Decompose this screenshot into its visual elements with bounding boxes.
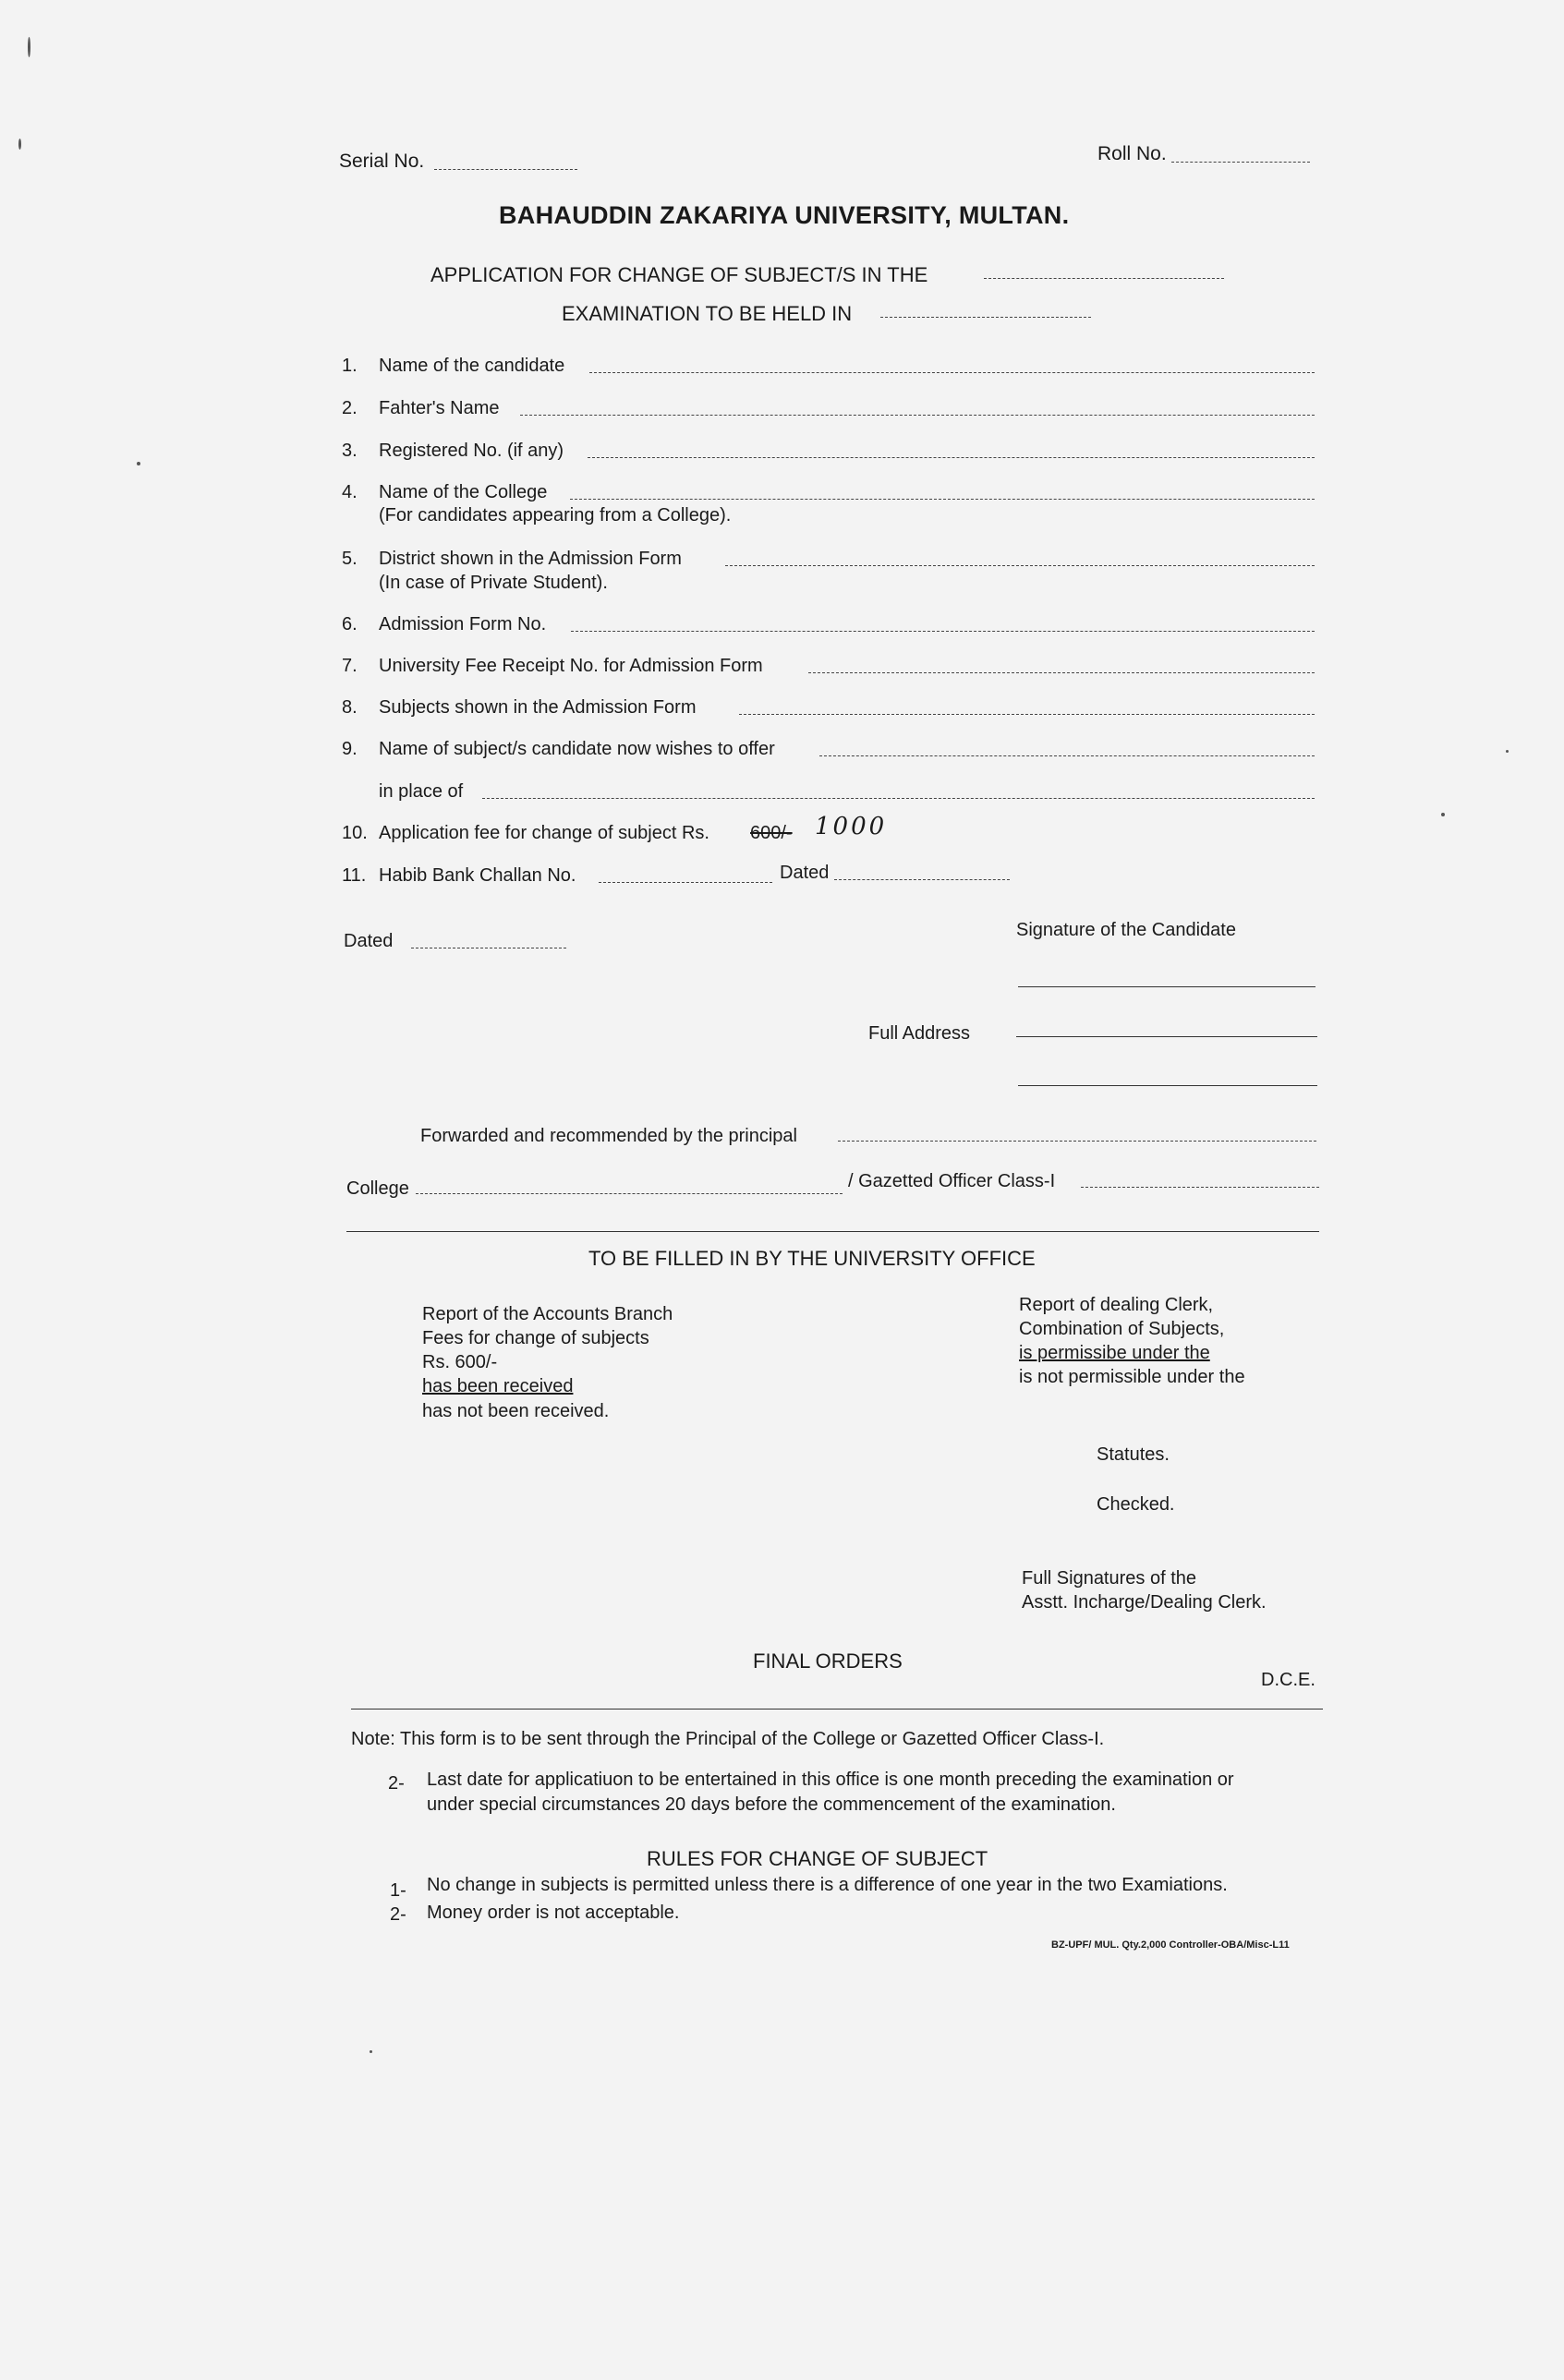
full-address-label: Full Address xyxy=(868,1023,971,1044)
application-fee-old-amount: 600/- xyxy=(750,823,793,843)
exam-session-field[interactable] xyxy=(880,317,1091,318)
gazetted-officer-label: / Gazetted Officer Class-I xyxy=(848,1171,1056,1191)
office-heading: TO BE FILLED IN BY THE UNIVERSITY OFFICE xyxy=(588,1247,1036,1270)
scan-mark xyxy=(1441,813,1445,816)
full-signatures-line1: Full Signatures of the xyxy=(1022,1568,1196,1589)
registered-no-label: Registered No. (if any) xyxy=(379,441,564,461)
forwarded-label: Forwarded and recommended by the principal xyxy=(420,1126,797,1146)
admission-form-no-label: Admission Form No. xyxy=(379,614,547,634)
district-label: District shown in the Admission Form xyxy=(379,549,682,569)
father-name-field[interactable] xyxy=(520,415,1315,416)
full-signatures-line2: Asstt. Incharge/Dealing Clerk. xyxy=(1022,1592,1267,1613)
field-number: 7. xyxy=(342,656,358,676)
roll-no-field[interactable] xyxy=(1171,162,1310,163)
field-number: 1. xyxy=(342,356,358,376)
dated-label: Dated xyxy=(344,931,394,951)
accounts-received: has been received xyxy=(422,1376,574,1396)
field-number: 2. xyxy=(342,398,358,418)
field-number: 6. xyxy=(342,614,358,634)
application-fee-label: Application fee for change of subject Rs. xyxy=(379,823,709,843)
note-item-number: 2- xyxy=(388,1773,405,1794)
challan-dated-label: Dated xyxy=(780,863,830,883)
rule-text: Money order is not acceptable. xyxy=(427,1903,680,1923)
subjects-shown-label: Subjects shown in the Admission Form xyxy=(379,697,697,718)
field-number: 8. xyxy=(342,697,358,718)
challan-dated-field[interactable] xyxy=(834,879,1010,880)
in-place-of-field[interactable] xyxy=(482,798,1315,799)
college-field[interactable] xyxy=(416,1193,843,1194)
accounts-report-title: Report of the Accounts Branch xyxy=(422,1304,673,1324)
challan-no-field[interactable] xyxy=(599,882,772,883)
challan-no-label: Habib Bank Challan No. xyxy=(379,865,576,886)
section-divider xyxy=(346,1231,1319,1232)
field-number: 9. xyxy=(342,739,358,759)
note-text: Note: This form is to be sent through the Principal of the College or Gazetted Officer Class-I. xyxy=(351,1729,1105,1749)
rule-number: 2- xyxy=(390,1904,406,1925)
field-number: 4. xyxy=(342,482,358,502)
in-place-of-label: in place of xyxy=(379,781,464,802)
college-name-note: (For candidates appearing from a College). xyxy=(379,505,732,526)
accounts-amount: Rs. 600/- xyxy=(422,1352,498,1372)
serial-no-label: Serial No. xyxy=(339,151,425,172)
signature-label: Signature of the Candidate xyxy=(1016,920,1236,940)
scan-mark xyxy=(1506,750,1509,753)
field-number: 3. xyxy=(342,441,358,461)
address-line-2[interactable] xyxy=(1018,1085,1317,1086)
new-subjects-field[interactable] xyxy=(819,755,1315,756)
application-fee-handwritten: 1000 xyxy=(815,813,888,840)
registered-no-field[interactable] xyxy=(588,457,1315,458)
candidate-name-field[interactable] xyxy=(589,372,1315,373)
scan-mark xyxy=(28,37,30,57)
note-item-line1: Last date for applicatiuon to be entertained in this office is one month preceding the examination or xyxy=(427,1770,1234,1790)
field-number: 11. xyxy=(342,865,367,886)
clerk-combination: Combination of Subjects, xyxy=(1019,1319,1225,1339)
father-name-label: Fahter's Name xyxy=(379,398,500,418)
candidate-name-label: Name of the candidate xyxy=(379,356,565,376)
serial-no-field[interactable] xyxy=(434,169,577,170)
accounts-fees-line: Fees for change of subjects xyxy=(422,1328,649,1348)
rules-heading: RULES FOR CHANGE OF SUBJECT xyxy=(647,1847,988,1870)
admission-form-no-field[interactable] xyxy=(571,631,1315,632)
checked-label: Checked. xyxy=(1097,1494,1175,1515)
clerk-not-permissible: is not permissible under the xyxy=(1019,1367,1245,1387)
printer-code: BZ-UPF/ MUL. Qty.2,000 Controller-OBA/Misc-L11 xyxy=(1051,1939,1290,1951)
dce-label: D.C.E. xyxy=(1261,1670,1315,1690)
exam-name-field[interactable] xyxy=(984,278,1224,279)
gazetted-officer-field[interactable] xyxy=(1081,1187,1319,1188)
college-name-field[interactable] xyxy=(570,499,1315,500)
application-heading: APPLICATION FOR CHANGE OF SUBJECT/S IN THE xyxy=(430,263,928,286)
accounts-not-received: has not been received. xyxy=(422,1401,610,1421)
district-field[interactable] xyxy=(725,565,1315,566)
scan-mark xyxy=(18,139,21,150)
clerk-permissible: is permissibe under the xyxy=(1019,1343,1210,1363)
subjects-shown-field[interactable] xyxy=(739,714,1315,715)
field-number: 5. xyxy=(342,549,358,569)
address-line-1[interactable] xyxy=(1016,1036,1317,1037)
scan-mark xyxy=(137,462,140,465)
rule-number: 1- xyxy=(390,1880,406,1901)
principal-field[interactable] xyxy=(838,1141,1316,1142)
note-item-line2: under special circumstances 20 days before the commencement of the examination. xyxy=(427,1794,1116,1815)
scan-mark xyxy=(370,2050,372,2053)
examination-heading: EXAMINATION TO BE HELD IN xyxy=(562,302,853,325)
college-name-label: Name of the College xyxy=(379,482,548,502)
field-number: 10. xyxy=(342,823,368,843)
university-title: BAHAUDDIN ZAKARIYA UNIVERSITY, MULTAN. xyxy=(499,201,1070,229)
college-label: College xyxy=(346,1178,409,1199)
signature-field[interactable] xyxy=(1018,986,1315,987)
roll-no-label: Roll No. xyxy=(1097,143,1167,164)
fee-receipt-field[interactable] xyxy=(808,672,1315,673)
clerk-report-title: Report of dealing Clerk, xyxy=(1019,1295,1214,1315)
final-orders-heading: FINAL ORDERS xyxy=(753,1649,903,1673)
district-note: (In case of Private Student). xyxy=(379,573,608,593)
fee-receipt-label: University Fee Receipt No. for Admission Form xyxy=(379,656,763,676)
statutes-label: Statutes. xyxy=(1097,1444,1170,1465)
new-subjects-label: Name of subject/s candidate now wishes to offer xyxy=(379,739,775,759)
rule-text: No change in subjects is permitted unless there is a difference of one year in the two Examiations. xyxy=(427,1875,1228,1895)
